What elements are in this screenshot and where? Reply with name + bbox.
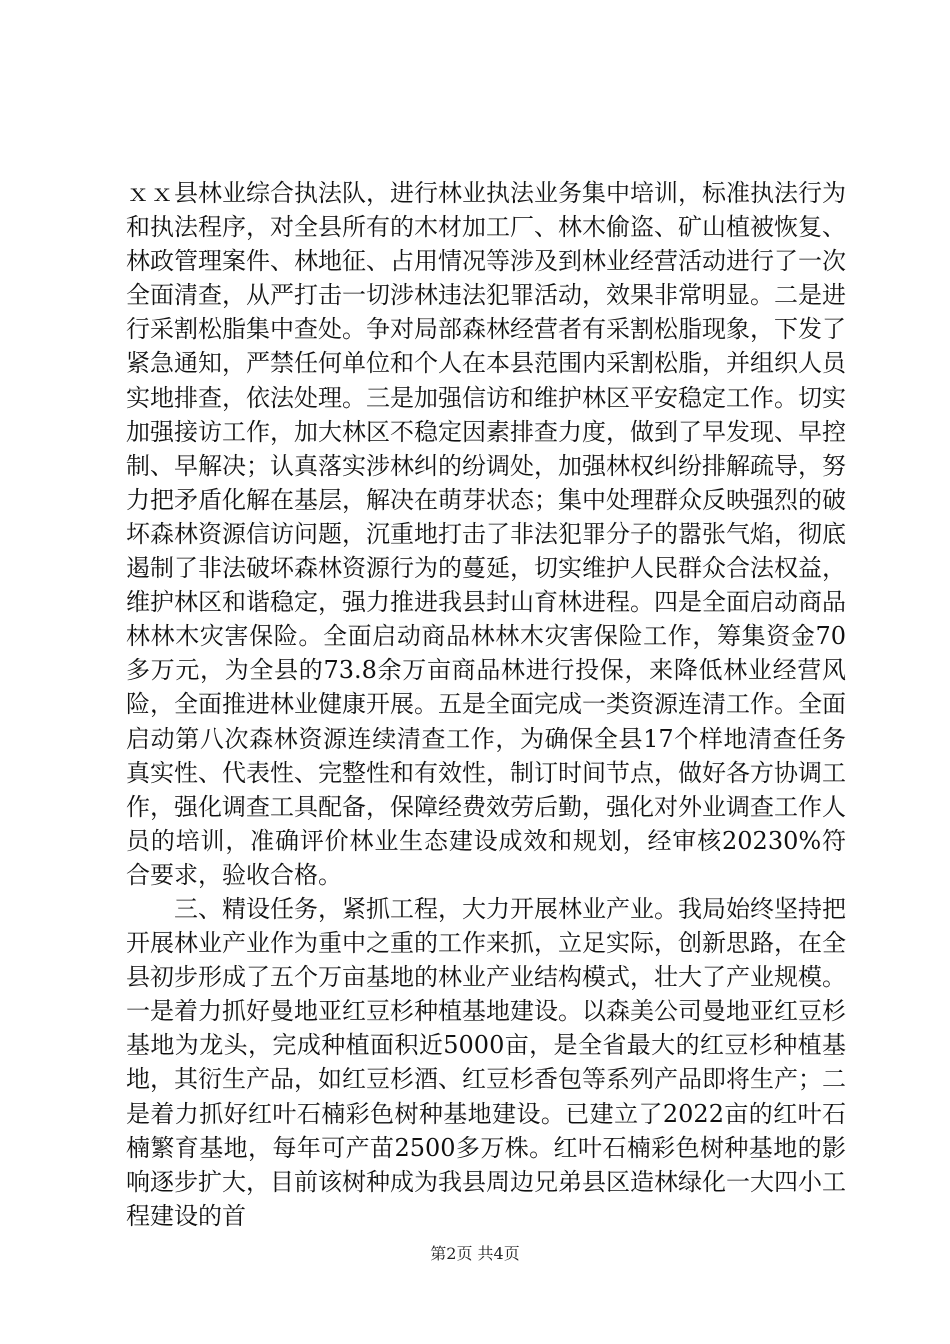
document-body bbox=[126, 176, 846, 1233]
paragraph-continued: ｘｘ县林业综合执法队，进行林业执法业务集中培训，标准执法行为和执法程序，对全县所有的木材加工厂、林木偷盗、矿山植被恢复、林政管理案件、林地征、占用情况等涉及到林业经营活动进行了一次全面清查，从严打击一切涉林违法犯罪活动，效果非常明显。二是进行采割松脂集中查处。争对局部森林经营者有采割松脂现象，下发了紧急通知，严禁任何单位和个人在本县范围内采割松脂，并组织人员实地排查，依法处理。三是加强信访和维护林区平安稳定工作。切实加强接访工作，加大林区不稳定因素排查力度，做到了早发现、早控制、早解决；认真落实涉林纠的纷调处，加强林权纠纷排解疏导，努力把矛盾化解在基层，解决在萌芽状态；集中处理群众反映强烈的破坏森林资源信访问题，沉重地打击了非法犯罪分子的嚣张气焰，彻底遏制了非法破坏森林资源行为的蔓延，切实维护人民群众合法权益，维护林区和谐稳定，强力推进我县封山育林进程。四是全面启动商品林林木灾害保险。全面启动商品林林木灾害保险工作，筹集资金70多万元，为全县的73.8余万亩商品林进行投保，来降低林业经营风险，全面推进林业健康开展。五是全面完成一类资源连清工作。全面启动第八次森林资源连续清查工作，为确保全县17个样地清查任务真实性、代表性、完整性和有效性，制订时间节点，做好各方协调工作，强化调查工具配备，保障经费效劳后勤，强化对外业调查工作人员的培训，准确评价林业生态建设成效和规划，经审核20230%符合要求，验收合格。 bbox=[126, 179, 846, 889]
page-number-footer: 第2页 共4页 bbox=[430, 1244, 520, 1263]
paragraph-section-three: 三、精设任务，紧抓工程，大力开展林业产业。我局始终坚持把开展林业产业作为重中之重的工作来抓，立足实际，创新思路，在全县初步形成了五个万亩基地的林业产业结构模式，壮大了产业规模。一是着力抓好曼地亚红豆杉种植基地建设。以森美公司曼地亚红豆杉基地为龙头，完成种植面积近5000亩，是全省最大的红豆杉种植基地，其衍生产品，如红豆杉酒、红豆杉香包等系列产品即将生产；二是着力抓好红叶石楠彩色树种基地建设。已建立了2022亩的红叶石楠繁育基地，每年可产苗2500多万株。红叶石楠彩色树种基地的影响逐步扩大，目前该树种成为我县周边兄弟县区造林绿化一大四小工程建设的首 bbox=[126, 894, 846, 1230]
